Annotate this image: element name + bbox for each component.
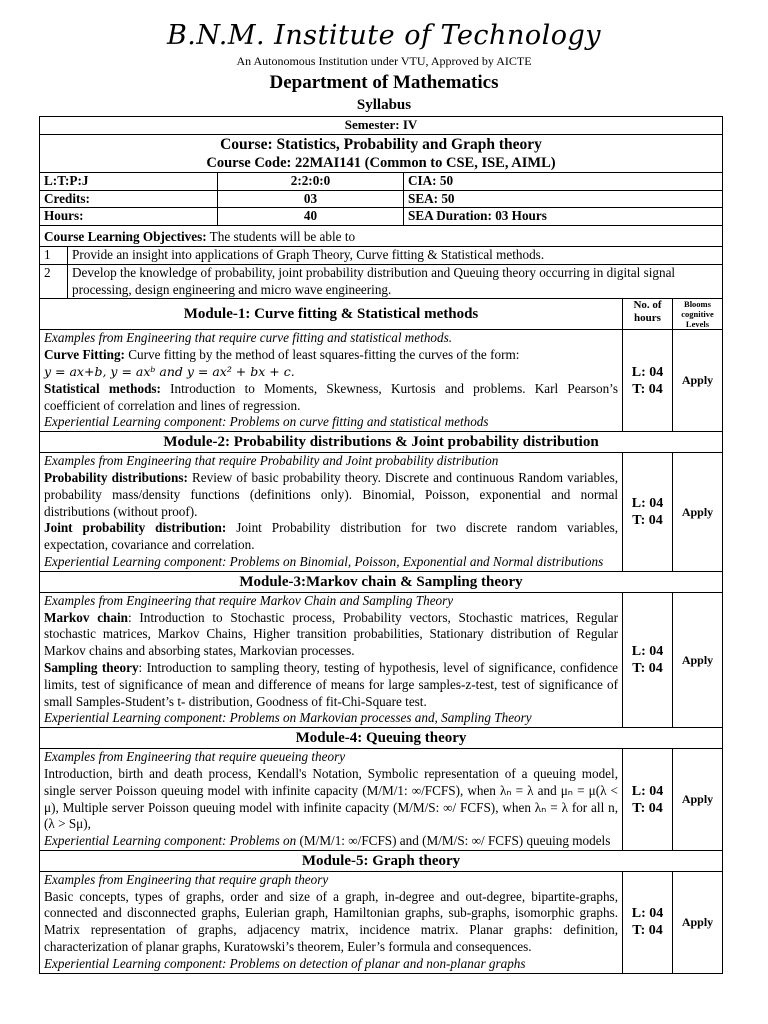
objectives-heading-row (40, 226, 723, 247)
syllabus-table (39, 116, 723, 974)
module-1-formula: y = ax+b, y = axᵇ and y = ax² + bx + c. (44, 363, 295, 379)
module-2-examples: Examples from Engineering that require Probability and Joint probability distribution (44, 453, 499, 469)
course-code: Course Code: 22MAI141 (Common to CSE, ISE, AIML) (206, 154, 556, 171)
sea-duration: SEA Duration: 03 Hours (404, 208, 723, 226)
module-1-topic-2-text: Introduction to Moments, Skewness, Kurtosis and problems. Karl Pearson’s coefficient of correlation and lines of regression. (44, 380, 618, 413)
objective-number: 2 (40, 264, 68, 299)
module-3-examples: Examples from Engineering that require Markov Chain and Sampling Theory (44, 592, 454, 608)
objectives-heading: Course Learning Objectives: (44, 229, 207, 245)
module-5-lecture-hours: L: 04 (631, 906, 664, 922)
module-1-title: Module-1: Curve fitting & Statistical methods (40, 299, 623, 330)
module-5-header-row (40, 850, 723, 871)
module-2-topic-2-heading: Joint probability distribution: (44, 520, 227, 536)
module-3-topic-1-heading: Markov chain (44, 609, 128, 625)
module-5-tutorial-hours: T: 04 (632, 923, 663, 939)
module-3-title: Module-3:Markov chain & Sampling theory (40, 571, 723, 592)
module-3-experiential: Experiential Learning component: Problems on Markovian processes and, Sampling Theory (44, 710, 532, 726)
hours-column-header: No. of hours (623, 299, 673, 330)
module-2-header-row (40, 432, 723, 453)
objective-text: Provide an insight into applications of Graph Theory, Curve fitting & Statistical methods. (68, 246, 723, 264)
module-5-experiential: Experiential Learning component: Problems on detection of planar and non-planar graphs (44, 955, 526, 971)
objective-number: 1 (40, 246, 68, 264)
module-1-level: Apply (673, 330, 723, 432)
hours-value: 40 (218, 208, 404, 226)
module-2-topic-1-text: Review of basic probability theory. Discrete and continuous Random variables, probability mass/density functions (definitions only). Binomial, Poisson, exponential and normal distributions (without proof). (44, 469, 618, 519)
semester: Semester: IV (40, 117, 723, 135)
syllabus-title: Syllabus (356, 97, 412, 113)
module-5-title: Module-5: Graph theory (40, 850, 723, 871)
module-3-topic-2-text: : Introduction to sampling theory, testing of hypothesis, level of significance, confidence limits, test of significance of mean and difference of means for large samples-z-test, test of significance of small Samples-Student’s t- distribution, Goodness of fit-Chi-Square test. (44, 659, 619, 709)
module-2-experiential: Experiential Learning component: Problems on Binomial, Poisson, Exponential and Normal distributions (44, 553, 604, 569)
hours-row (40, 208, 723, 226)
module-4-experiential-rest: (M/M/1: ∞/FCFS) and (M/M/S: ∞/ FCFS) queuing models (296, 833, 611, 849)
institute-name: B.N.M. Institute of Technology (166, 20, 602, 51)
module-3-tutorial-hours: T: 04 (632, 660, 663, 676)
cia-value: CIA: 50 (404, 172, 723, 190)
module-2-topic-1-heading: Probability distributions: (44, 469, 188, 485)
hours-label: Hours: (40, 208, 218, 226)
module-3-topic-1-text: : Introduction to Stochastic process, Probability vectors, Stochastic matrices, Regular stochastic matrices, Markov Chains, Higher transition probabilities, Stationary distribution of Regular Markov chains and absorbing states, Markovian processes. (44, 609, 618, 659)
module-1-content-row (40, 330, 723, 432)
credits-label: Credits: (40, 190, 218, 208)
module-1-topic-1-text: Curve fitting by the method of least squares-fitting the curves of the form: (124, 347, 520, 363)
module-2-tutorial-hours: T: 04 (632, 512, 663, 528)
module-4-body: Introduction, birth and death process, Kendall's Notation, Symbolic representation of a queuing model, single server Poisson queuing model with infinite capacity (M/M/1: ∞/FCFS), when λₙ = λ and μₙ = μ(λ < μ), Multiple server Poisson queuing model with infinite capacity (M/M/S: ∞/ FCFS), when λₙ = λ for all n, (λ > Sμ), (44, 765, 618, 832)
module-2-title: Module-2: Probability distributions & Joint probability distribution (40, 432, 723, 453)
module-4-content-row (40, 749, 723, 851)
institute-subtitle: An Autonomous Institution under VTU, Approved by AICTE (236, 54, 532, 68)
module-2-level: Apply (673, 453, 723, 572)
module-1-topic-2-heading: Statistical methods: (44, 380, 161, 396)
course-title-row (40, 134, 723, 172)
credits-row (40, 190, 723, 208)
department-title: Department of Mathematics (269, 72, 499, 93)
module-3-header-row (40, 571, 723, 592)
module-4-title: Module-4: Queuing theory (40, 728, 723, 749)
module-5-examples: Examples from Engineering that require graph theory (44, 871, 329, 887)
blooms-column-header: Blooms cognitive Levels (673, 299, 723, 330)
module-1-experiential: Experiential Learning component: Problems on curve fitting and statistical methods (44, 414, 489, 430)
module-1-header-row (40, 299, 723, 330)
semester-row (40, 117, 723, 135)
module-1-lecture-hours: L: 04 (631, 364, 664, 380)
module-3-content-row (40, 592, 723, 727)
module-3-level: Apply (673, 592, 723, 727)
objective-row (40, 264, 723, 299)
module-5-content-row (40, 871, 723, 973)
objective-text: Develop the knowledge of probability, joint probability distribution and Queuing theory occurring in digital signal processing, design engineering and micro wave engineering. (68, 264, 723, 299)
module-4-experiential: Experiential Learning component: Problems on (44, 833, 297, 849)
module-1-tutorial-hours: T: 04 (632, 381, 663, 397)
module-2-topic-2-text: Joint Probability distribution for two discrete random variables, expectation, covariance and correlation. (44, 520, 618, 553)
module-3-topic-2-heading: Sampling theory (44, 659, 139, 675)
module-2-content-row (40, 453, 723, 572)
course-title: Course: Statistics, Probability and Graph theory (220, 135, 542, 153)
module-1-examples: Examples from Engineering that require curve fitting and statistical methods. (44, 330, 453, 346)
module-2-lecture-hours: L: 04 (631, 495, 664, 511)
ltpj-value: 2:2:0:0 (218, 172, 404, 190)
module-4-level: Apply (673, 749, 723, 851)
module-4-lecture-hours: L: 04 (631, 783, 664, 799)
module-5-level: Apply (673, 871, 723, 973)
module-4-header-row (40, 728, 723, 749)
ltpj-row (40, 172, 723, 190)
credits-value: 03 (218, 190, 404, 208)
module-1-topic-1-heading: Curve Fitting: (44, 347, 125, 363)
module-3-lecture-hours: L: 04 (631, 643, 664, 659)
ltpj-label: L:T:P:J (40, 172, 218, 190)
sea-value: SEA: 50 (404, 190, 723, 208)
module-4-tutorial-hours: T: 04 (632, 800, 663, 816)
module-5-body: Basic concepts, types of graphs, order and size of a graph, in-degree and out-degree, bipartite-graphs, connected and disconnected graphs, Eulerian graph, Hamiltonian graphs, sub-graphs, isomorphic graphs. Matrix representation of graphs, adjacency matrix, incidence matrix. Planar graphs: definition, characterization of planar graphs, Kuratowski’s theorem, Euler’s formula and consequences. (44, 888, 618, 955)
objective-row (40, 246, 723, 264)
objectives-intro: The students will be able to (206, 229, 356, 245)
module-4-examples: Examples from Engineering that require queueing theory (44, 749, 346, 765)
